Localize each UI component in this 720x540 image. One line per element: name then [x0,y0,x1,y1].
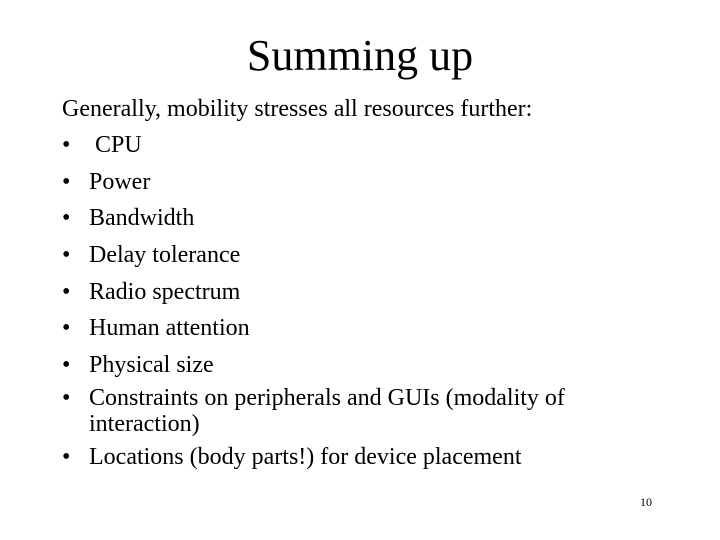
bullet-text: Radio spectrum [89,278,241,305]
bullet-item-bandwidth [62,201,662,235]
bullet-marker: • [62,315,71,342]
page-number: 10 [640,495,652,509]
bullet-text: Power [89,168,151,195]
bullet-text: Delay tolerance [89,242,241,269]
bullet-marker: • [62,242,71,269]
bullet-text: Physical size [89,352,214,379]
bullet-item-locations [62,440,662,474]
bullet-marker: • [62,205,71,232]
slide-title: Summing up [246,31,474,80]
bullet-marker: • [62,384,71,411]
bullet-item-delay-tolerance [62,238,662,272]
bullet-list [62,128,662,476]
bullet-marker: • [62,168,71,195]
bullet-item-constraints [62,385,662,437]
bullet-item-human-attention [62,311,662,345]
bullet-text: CPU [89,132,142,158]
bullet-item-cpu [62,128,662,162]
intro-text: Generally, mobility stresses all resources further: [62,96,533,122]
bullet-text: Bandwidth [89,205,195,232]
bullet-text: Human attention [89,315,250,342]
bullet-item-power [62,165,662,199]
bullet-item-physical-size [62,348,662,382]
bullet-marker: • [62,132,71,158]
bullet-marker: • [62,352,71,379]
bullet-text: Locations (body parts!) for device placement [89,443,522,470]
bullet-text: Constraints on peripherals and GUIs (modality of interaction) [89,384,565,437]
bullet-item-radio-spectrum [62,275,662,309]
bullet-marker: • [62,278,71,305]
bullet-marker: • [62,443,71,470]
